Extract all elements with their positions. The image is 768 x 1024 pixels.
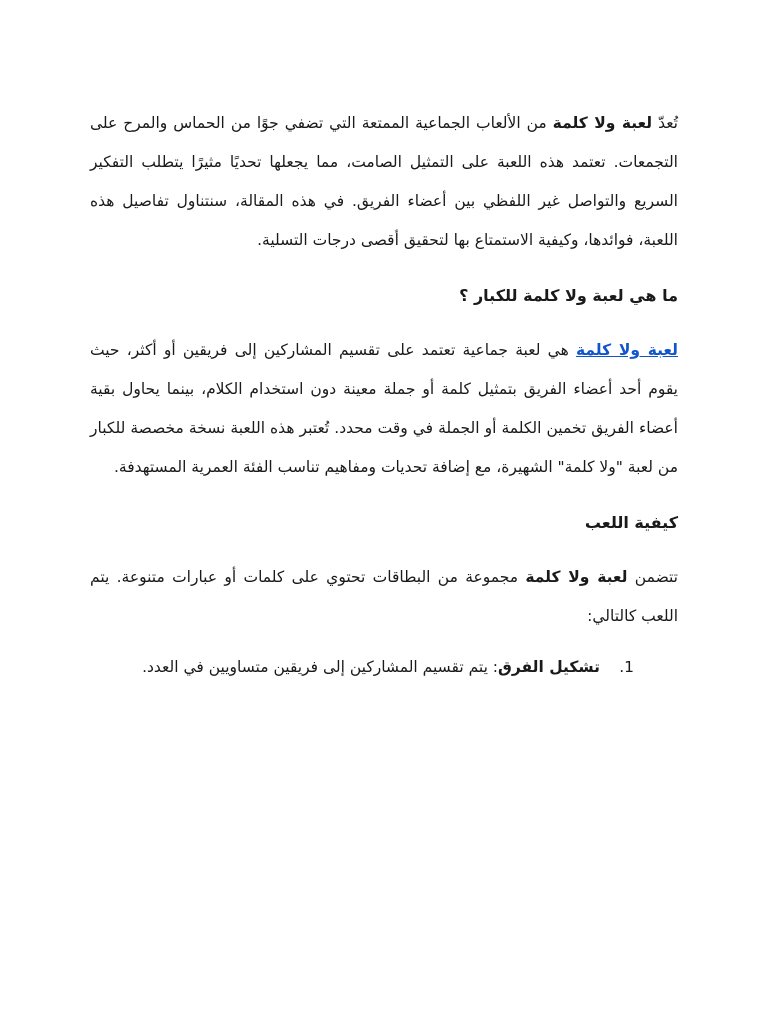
list-item [90, 648, 634, 687]
steps-list [90, 648, 678, 687]
section-what-heading: ما هي لعبة ولا كلمة للكبار ؟ [459, 286, 678, 305]
step-content [142, 648, 600, 687]
game-link[interactable]: لعبة ولا كلمة [576, 341, 679, 359]
step-number: 1. [619, 658, 634, 676]
intro-prefix: تُعدّ [652, 114, 679, 132]
step-text: : يتم تقسيم المشاركين إلى فريقين متساويين في العدد. [142, 658, 499, 676]
how-paragraph [90, 558, 678, 636]
definition-paragraph [90, 331, 678, 487]
definition-text: هي لعبة جماعية تعتمد على تقسيم المشاركين إلى فريقين أو أكثر، حيث يقوم أحد أعضاء الفريق بتمثيل كلمة أو جملة معينة دون استخدام الكلام، بينما يحاول بقية أعضاء الفريق تخمين الكلمة أو الجملة في وقت محدد. تُعتبر هذه اللعبة نسخة مخصصة للكبار من لعبة "ولا كلمة" الشهيرة، مع إضافة تحديات ومفاهيم تناسب الفئة العمرية المستهدفة. [90, 341, 678, 476]
how-keyword: لعبة ولا كلمة [525, 568, 628, 586]
intro-keyword: لعبة ولا كلمة [552, 114, 653, 132]
step-title: تشكيل الفرق [498, 658, 600, 676]
article-body [90, 104, 678, 687]
how-text: مجموعة من البطاقات تحتوي على كلمات أو عبارات متنوعة. يتم اللعب كالتالي: [90, 568, 678, 625]
section-how-heading: كيفية اللعب [584, 513, 678, 532]
intro-paragraph [90, 104, 678, 260]
intro-text: من الألعاب الجماعية الممتعة التي تضفي جوًا من الحماس والمرح على التجمعات. تعتمد هذه اللعبة على التمثيل الصامت، مما يجعلها تحديًا مثيرًا يتطلب التفكير السريع والتواصل غير اللفظي بين أعضاء الفريق. في هذه المقالة، سنتناول تفاصيل هذه اللعبة، فوائدها، وكيفية الاستمتاع بها لتحقيق أقصى درجات التسلية. [90, 114, 678, 249]
how-prefix: تتضمن [627, 568, 678, 586]
